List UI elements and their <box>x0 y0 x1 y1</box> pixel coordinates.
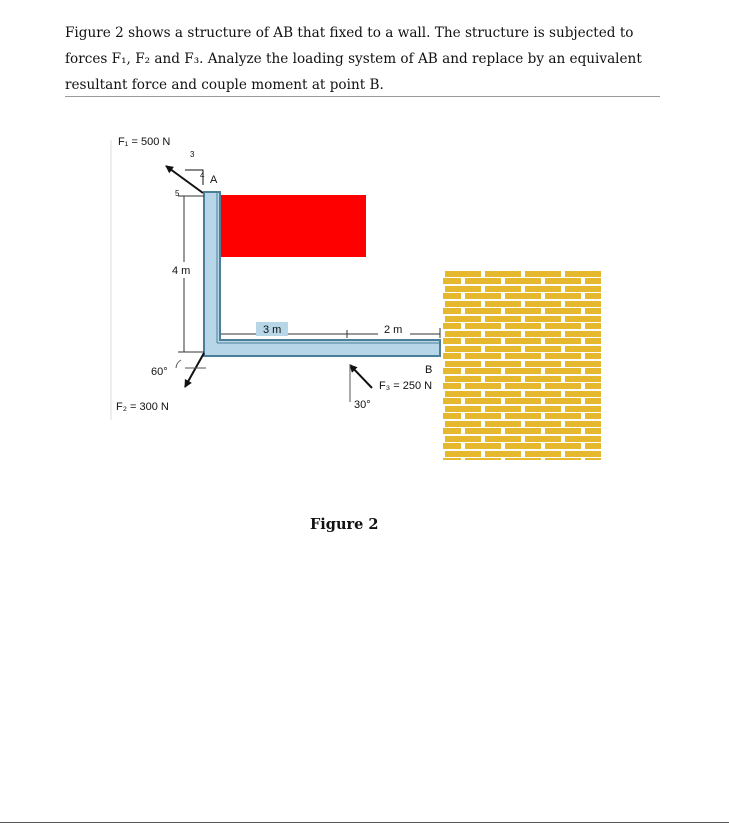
force-f1-label: F₁ = 500 N <box>118 136 171 148</box>
page-bottom-rule <box>0 822 729 823</box>
problem-line-3: resultant force and couple moment at point B. <box>65 77 384 93</box>
f1-slope-4: 4 <box>200 171 205 180</box>
point-b-label: B <box>425 364 433 376</box>
angle-30-label: 30° <box>354 399 371 411</box>
f1-slope-5: 5 <box>175 189 180 198</box>
force-f3-label: F₃ = 250 N <box>379 380 433 392</box>
point-a-label: A <box>210 174 218 186</box>
f2-angle-arc <box>176 360 181 368</box>
f1-slope-3: 3 <box>190 150 195 159</box>
force-f3-arrow <box>350 365 372 388</box>
dimension-4m-label: 4 m <box>172 265 191 277</box>
force-f2-label: F₂ = 300 N <box>116 401 169 413</box>
dimension-2m-label: 2 m <box>384 324 403 336</box>
red-flag <box>221 195 366 257</box>
angle-60-label: 60° <box>151 366 168 378</box>
brick-wall <box>443 270 601 460</box>
force-f2-arrow <box>185 353 204 387</box>
dimension-3m-label: 3 m <box>263 324 282 336</box>
figure-caption: Figure 2 <box>310 516 379 533</box>
problem-line-2: forces F₁, F₂ and F₃. Analyze the loading system of AB and replace by an equivalent <box>65 51 642 67</box>
problem-line-1: Figure 2 shows a structure of AB that fixed to a wall. The structure is subjected to <box>65 25 634 41</box>
